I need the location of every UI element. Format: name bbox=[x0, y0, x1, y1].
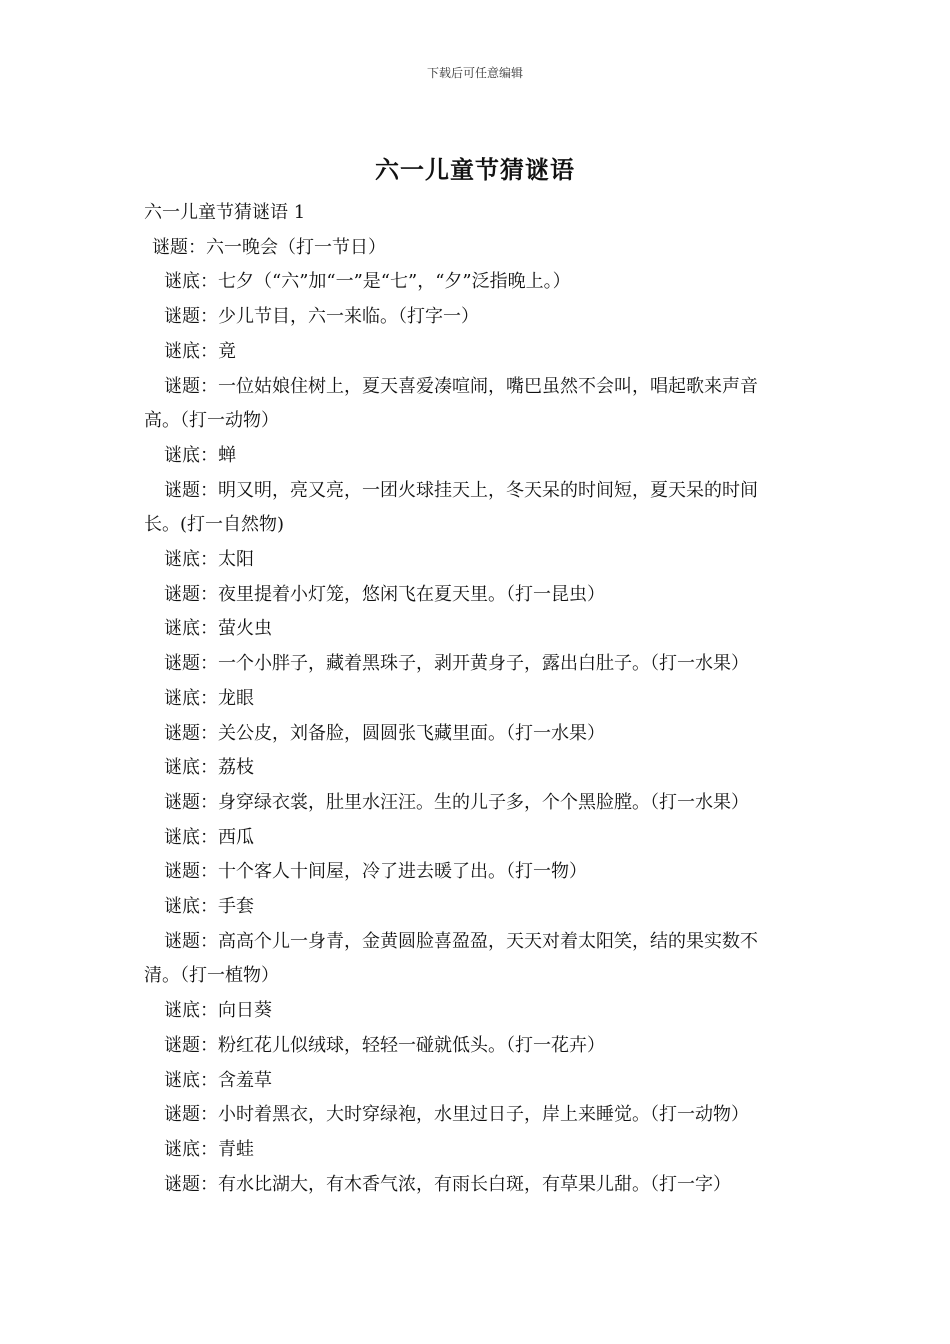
riddle-question: 谜题：有水比湖大，有木香气浓，有雨长白斑，有草果儿甜。（打一字） bbox=[164, 1173, 731, 1195]
riddle-answer: 谜底：西瓜 bbox=[164, 826, 254, 848]
riddle-question: 谜题：粉红花儿似绒球，轻轻一碰就低头。（打一花卉） bbox=[164, 1034, 605, 1056]
riddle-answer: 谜底：向日葵 bbox=[164, 1000, 272, 1022]
riddle-question-line1: 谜题：高高个儿一身青，金黄圆脸喜盈盈，天天对着太阳笑，结的果实数不 bbox=[164, 930, 758, 952]
riddle-answer: 谜底：含羞草 bbox=[164, 1069, 272, 1091]
riddle-question: 谜题：一个小胖子，藏着黑珠子，剥开黄身子，露出白肚子。（打一水果） bbox=[164, 653, 749, 675]
riddle-question-line2: 高。（打一动物） bbox=[144, 410, 279, 432]
riddle-question: 谜题：十个客人十间屋，冷了进去暖了出。（打一物） bbox=[164, 861, 587, 883]
riddle-question-line2: 清。（打一植物） bbox=[144, 965, 279, 987]
header-note: 下载后可任意编辑 bbox=[426, 66, 523, 80]
section-heading: 六一儿童节猜谜语 1 bbox=[144, 202, 306, 223]
riddle-question: 谜题：六一晚会（打一节日） bbox=[152, 236, 386, 258]
page-title: 六一儿童节猜谜语 bbox=[375, 155, 575, 184]
riddle-question bbox=[144, 370, 810, 439]
riddle-question: 谜题：小时着黑衣，大时穿绿袍，水里过日子，岸上来睡觉。（打一动物） bbox=[164, 1104, 749, 1126]
riddle-question: 谜题：夜里提着小灯笼，悠闲飞在夏天里。（打一昆虫） bbox=[164, 583, 605, 605]
riddle-answer: 谜底：龙眼 bbox=[164, 687, 254, 709]
riddle-question: 谜题：少儿节目，六一来临。（打字一） bbox=[164, 306, 479, 328]
document-body bbox=[144, 196, 810, 1202]
riddle-question-line1: 谜题：一位姑娘住树上，夏天喜爱凑喧闹，嘴巴虽然不会叫，唱起歌来声音 bbox=[164, 375, 758, 397]
riddle-question-line1: 谜题：明又明，亮又亮，一团火球挂天上，冬天呆的时间短，夏天呆的时间 bbox=[164, 479, 758, 501]
riddle-answer: 谜底：青蛙 bbox=[164, 1138, 254, 1160]
riddle-answer: 谜底：竟 bbox=[164, 340, 236, 362]
riddle-question bbox=[144, 474, 810, 543]
riddle-answer: 谜底：萤火虫 bbox=[164, 618, 272, 640]
riddle-answer: 谜底：手套 bbox=[164, 896, 254, 918]
riddle-question-line2: 长。(打一自然物) bbox=[144, 514, 285, 536]
riddle-answer: 谜底：蝉 bbox=[164, 444, 236, 466]
riddle-question: 谜题：关公皮，刘备脸，圆圆张飞藏里面。（打一水果） bbox=[164, 722, 605, 744]
riddle-answer: 谜底：七夕（“六”加“一”是“七”，“夕”泛指晚上。） bbox=[164, 271, 571, 293]
riddle-answer: 谜底：荔枝 bbox=[164, 757, 254, 779]
riddle-question bbox=[144, 925, 810, 994]
riddle-answer: 谜底：太阳 bbox=[164, 549, 254, 571]
riddle-question: 谜题：身穿绿衣裳，肚里水汪汪。生的儿子多，个个黑脸膛。（打一水果） bbox=[164, 791, 749, 813]
